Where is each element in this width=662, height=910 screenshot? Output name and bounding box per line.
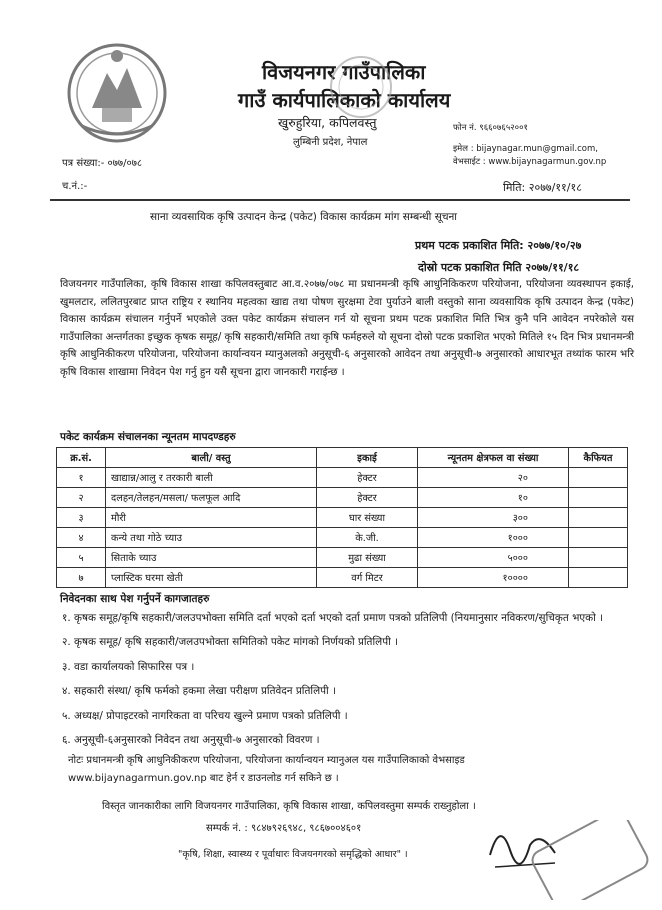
cell-serial: ३ (57, 508, 106, 528)
list-item: २. कृषक समूह/ कृषि सहकारी/जलउपभोक्ता समितिको पकेट मांगको निर्णयको प्रतिलिपी । (62, 636, 399, 649)
cell-serial: ५ (57, 548, 106, 568)
cell-serial: ४ (57, 528, 106, 548)
list-item: ६. अनुसूची-६अनुसारको निवेदन तथा अनुसूची-७ अनुसारको विवरण । (62, 734, 320, 747)
table-row (57, 468, 628, 488)
cell-remarks (569, 508, 628, 528)
org-name: विजयनगर गाउँपालिका (262, 60, 426, 84)
cell-remarks (569, 548, 628, 568)
cell-minimum: २० (418, 468, 569, 488)
contact-numbers: सम्पर्क नं. : ९८४७९२६९४८, ९८६७००४६०१ (206, 823, 362, 834)
notice-title: साना व्यवसायिक कृषि उत्पादन केन्द्र (पकेट) विकास कार्यक्रम मांग सम्बन्धी सूचना (150, 211, 458, 223)
government-emblem-icon (62, 38, 172, 148)
cell-crop: कन्ये तथा गोठे च्याउ (106, 528, 317, 548)
cell-unit: मुढा संख्या (317, 548, 418, 568)
website-link[interactable]: www.bijaynagarmun.gov.np (68, 773, 207, 784)
office-seal-icon (326, 52, 396, 122)
motto: "कृषि, शिक्षा, स्वास्थ्य र पूर्वाधारः विजयनगरको समृद्धिको आधार" । (178, 849, 408, 860)
table-row (57, 508, 628, 528)
cell-serial: ७ (57, 568, 106, 588)
col-header: क्र.सं. (57, 448, 106, 468)
documents-list (62, 610, 627, 756)
cell-unit: हेक्टर (317, 488, 418, 508)
cell-crop: मौरी (106, 508, 317, 528)
letter-number: पत्र संख्या:- ०७७/०७८ (62, 158, 143, 169)
cell-crop: दलहन/तेलहन/मसला/ फलफूल आदि (106, 488, 317, 508)
cell-crop: खाद्यान्न/आलु र तरकारी बाली (106, 468, 317, 488)
table-heading: पकेट कार्यक्रम संचालनका न्यूनतम मापदण्डहरु (60, 431, 236, 443)
cell-minimum: १० (418, 488, 569, 508)
email[interactable]: इमेल : bijaynagar.mun@gmail.com, (453, 144, 598, 154)
cell-unit: के.जी. (317, 528, 418, 548)
cell-remarks (569, 528, 628, 548)
phone: फोन नं. ९६६०७६५२००१ (453, 123, 528, 133)
cell-serial: १ (57, 468, 106, 488)
cell-minimum: १०००० (418, 568, 569, 588)
cell-remarks (569, 568, 628, 588)
list-item: ३. वडा कार्यालयको सिफारिस पत्र । (62, 660, 195, 673)
table-row (57, 528, 628, 548)
office-name: गाउँ कार्यपालिकाको कार्यालय (238, 88, 451, 112)
website[interactable]: वेभसाईट : www.bijaynagarmun.gov.np (453, 157, 607, 167)
cell-crop: सिताके च्याउ (106, 548, 317, 568)
cell-minimum: १००० (418, 528, 569, 548)
cell-unit: वर्ग मिटर (317, 568, 418, 588)
cell-remarks (569, 488, 628, 508)
table-row (57, 488, 628, 508)
address: खुरुहुरिया, कपिलवस्तु (278, 115, 377, 130)
cell-minimum: ३०० (418, 508, 569, 528)
cell-serial: २ (57, 488, 106, 508)
cell-unit: हेक्टर (317, 468, 418, 488)
table-row (57, 548, 628, 568)
more-info: विस्तृत जानकारीका लागि विजयनगर गाउँपालिका, कृषि विकास शाखा, कपिलवस्तुमा सम्पर्क राख्नुहोला । (102, 801, 476, 812)
dispatch-number: च.नं.:- (62, 181, 88, 192)
header-divider (50, 199, 630, 201)
table-row (57, 568, 628, 588)
list-item: ४. सहकारी संस्था/ कृषि फर्मको हकमा लेखा परीक्षण प्रतिवेदन प्रतिलिपी । (62, 685, 336, 698)
col-header: कैफियत (569, 448, 628, 468)
list-item: १. कृषक समूह/कृषि सहकारी/जलउपभोक्ता समिति दर्ता भएको दर्ता भएको दर्ता प्रमाण पत्रको प्रतिलिपी (नियमानुसार नविकरण/सुचिकृत भएको । (62, 612, 604, 624)
website-line (68, 770, 339, 784)
second-publish-date: दोस्रो पटक प्रकाशित मिति २०७७/११/१८ (418, 261, 580, 274)
documents-heading: निवेदनका साथ पेश गर्नुपर्ने कागजातहरु (60, 593, 210, 605)
letter-date: मिति: २०७७/११/१८ (503, 181, 582, 194)
requirements-table (56, 447, 628, 588)
cell-remarks (569, 468, 628, 488)
website-link-suffix: बाट हेर्न र डाउनलोड गर्न सकिने छ । (209, 773, 339, 784)
list-item: ५. अध्यक्ष/ प्रोपाइटरको नागरिकता वा परिचय खुल्ने प्रमाण पत्रको प्रतिलिपी । (62, 709, 348, 722)
note: नोटः प्रधानमन्त्री कृषि आधुनिकीकरण परियोजना, परियोजना कार्यान्वयन म्यानुअल यस गाउँपालिकाको वेभसाइड (68, 755, 465, 766)
notice-body: विजयनगर गाउँपालिका, कृषि विकास शाखा कपिलवस्तुबाट आ.व.२०७७/०७८ मा प्रधानमन्त्री कृषि आधुनिकिकरण परियोजना, परियोजना व्यवस्थापन इकाई, खुमलटार, ललितपुरबाट प्राप्त राष्ट्रिय र स्थानिय महत्वका खाद्य तथा पोषण सुरक्षमा टेवा पुर्याउने बाली वस्तुको साना व्यवसायिक कृषि उत्पादन केन्द्र (पकेट) विकास कार्यक्रम संचालन गर्नुपर्ने भएकोले उक्त पकेट कार्यक्रम संचालन गर्न यो सूचना प्रथम पटक प्रकाशित मिति भित्र कुनै पनि आवेदन नपरेकोले यस गाउँपालिका अन्तर्गतका इच्छुक कृषक समूह/ कृषि सहकारी/समिति तथा कृषि फर्महरुले यो सूचना दोस्रो पटक प्रकाशित भएको मितिले १५ दिन भित्र प्रधानमन्त्री कृषि आधुनिकीकरण परियोजना, परियोजना कार्यान्वयन म्यानुअलको अनुसूची-६ अनुसारको आवेदन तथा अनुसूची-७ अनुसारको आधारभूत तथ्यांक फारम भरि कृषि विकास शाखामा निवेदन पेश गर्नु हुन यसै सूचना द्वारा जानकारी गराईन्छ । (60, 279, 634, 378)
cell-minimum: ५००० (418, 548, 569, 568)
col-header: न्यूनतम क्षेत्रफल वा संख्या (418, 448, 569, 468)
first-publish-date: प्रथम पटक प्रकाशित मिति: २०७७/१०/२७ (415, 239, 582, 252)
col-header: बाली/ वस्तु (106, 448, 317, 468)
cell-unit: घार संख्या (317, 508, 418, 528)
col-header: इकाई (317, 448, 418, 468)
province: लुम्बिनी प्रदेश, नेपाल (293, 137, 368, 148)
cell-crop: प्लास्टिक घरमा खेती (106, 568, 317, 588)
official-stamp-icon (530, 820, 650, 900)
